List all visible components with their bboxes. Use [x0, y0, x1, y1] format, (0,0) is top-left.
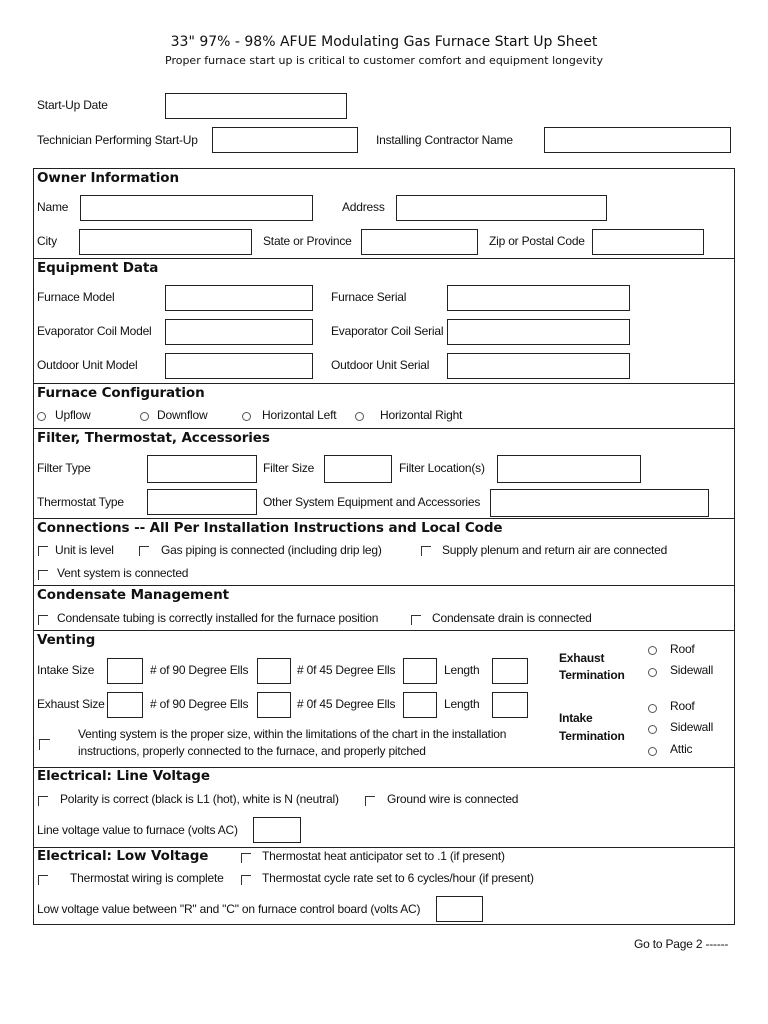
upflow-radio[interactable]	[37, 412, 46, 421]
downflow-label: Downflow	[157, 408, 208, 422]
divider	[33, 518, 735, 519]
filter-type-label: Filter Type	[37, 461, 91, 475]
coil-model-field[interactable]	[165, 319, 313, 345]
cycle-rate-checkbox[interactable]	[241, 875, 251, 885]
filter-heading: Filter, Thermostat, Accessories	[37, 430, 270, 446]
horizontal-right-label: Horizontal Right	[380, 408, 463, 422]
city-field[interactable]	[79, 229, 252, 255]
divider	[33, 383, 735, 384]
downflow-radio[interactable]	[140, 412, 149, 421]
intake-sidewall-label: Sidewall	[670, 720, 714, 734]
condensate-tubing-checkbox[interactable]	[38, 615, 48, 625]
go-to-page-2[interactable]: Go to Page 2 ------	[634, 937, 729, 951]
coil-serial-label: Evaporator Coil Serial	[331, 324, 444, 338]
filter-location-label: Filter Location(s)	[399, 461, 485, 475]
outdoor-serial-label: Outdoor Unit Serial	[331, 358, 430, 372]
heat-anticipator-label: Thermostat heat anticipator set to .1 (if present)	[262, 849, 505, 863]
exhaust-length-field[interactable]	[492, 692, 528, 718]
upflow-label: Upflow	[55, 408, 91, 422]
other-equipment-field[interactable]	[490, 489, 709, 517]
exhaust-size-field[interactable]	[107, 692, 143, 718]
line-voltage-value-label: Line voltage value to furnace (volts AC)	[37, 823, 238, 837]
exhaust-roof-radio[interactable]	[648, 646, 657, 655]
outdoor-serial-field[interactable]	[447, 353, 630, 379]
divider	[33, 428, 735, 429]
thermostat-wiring-label: Thermostat wiring is complete	[70, 871, 224, 885]
furnace-model-field[interactable]	[165, 285, 313, 311]
address-label: Address	[342, 200, 385, 214]
intake-roof-label: Roof	[670, 699, 695, 713]
intake-45-ells-label: # 0f 45 Degree Ells	[297, 663, 396, 677]
horizontal-left-label: Horizontal Left	[262, 408, 337, 422]
condensate-drain-checkbox[interactable]	[411, 615, 421, 625]
outdoor-model-label: Outdoor Unit Model	[37, 358, 138, 372]
filter-type-field[interactable]	[147, 455, 257, 483]
low-voltage-value-field[interactable]	[436, 896, 483, 922]
address-field[interactable]	[396, 195, 607, 221]
startup-date-label: Start-Up Date	[37, 98, 108, 112]
furnace-serial-label: Furnace Serial	[331, 290, 407, 304]
technician-label: Technician Performing Start-Up	[37, 133, 198, 147]
exhaust-sidewall-label: Sidewall	[670, 663, 714, 677]
horizontal-right-radio[interactable]	[355, 412, 364, 421]
furnace-serial-field[interactable]	[447, 285, 630, 311]
intake-roof-radio[interactable]	[648, 704, 657, 713]
state-label: State or Province	[263, 234, 352, 248]
cycle-rate-label: Thermostat cycle rate set to 6 cycles/hour (if present)	[262, 871, 534, 885]
startup-date-field[interactable]	[165, 93, 347, 119]
filter-size-field[interactable]	[324, 455, 392, 483]
city-label: City	[37, 234, 57, 248]
vent-system-label: Vent system is connected	[57, 566, 189, 580]
exhaust-90-ells-field[interactable]	[257, 692, 291, 718]
name-label: Name	[37, 200, 69, 214]
exhaust-45-ells-label: # 0f 45 Degree Ells	[297, 697, 396, 711]
low-voltage-value-label: Low voltage value between "R" and "C" on furnace control board (volts AC)	[37, 902, 421, 916]
intake-size-label: Intake Size	[37, 663, 95, 677]
supply-plenum-label: Supply plenum and return air are connected	[442, 543, 668, 557]
intake-attic-radio[interactable]	[648, 747, 657, 756]
zip-label: Zip or Postal Code	[489, 234, 585, 248]
polarity-label: Polarity is correct (black is L1 (hot), white is N (neutral)	[60, 792, 339, 806]
ground-wire-checkbox[interactable]	[365, 796, 375, 806]
intake-termination-label-2: Termination	[559, 729, 625, 743]
exhaust-length-label: Length	[444, 697, 480, 711]
heat-anticipator-checkbox[interactable]	[241, 853, 251, 863]
thermostat-type-field[interactable]	[147, 489, 257, 515]
divider	[33, 585, 735, 586]
exhaust-termination-label-1: Exhaust	[559, 651, 605, 665]
low-voltage-heading: Electrical: Low Voltage	[37, 848, 209, 864]
furnace-model-label: Furnace Model	[37, 290, 115, 304]
ground-wire-label: Ground wire is connected	[387, 792, 519, 806]
config-heading: Furnace Configuration	[37, 385, 205, 401]
name-field[interactable]	[80, 195, 313, 221]
condensate-drain-label: Condensate drain is connected	[432, 611, 592, 625]
coil-serial-field[interactable]	[447, 319, 630, 345]
intake-45-ells-field[interactable]	[403, 658, 437, 684]
filter-location-field[interactable]	[497, 455, 641, 483]
other-equipment-label: Other System Equipment and Accessories	[263, 495, 481, 509]
venting-proper-size-line2: instructions, properly connected to the furnace, and properly pitched	[78, 744, 426, 758]
condensate-heading: Condensate Management	[37, 587, 229, 603]
intake-length-field[interactable]	[492, 658, 528, 684]
line-voltage-heading: Electrical: Line Voltage	[37, 768, 210, 784]
page-subtitle: Proper furnace start up is critical to customer comfort and equipment longevity	[165, 54, 603, 67]
exhaust-90-ells-label: # of 90 Degree Ells	[150, 697, 249, 711]
gas-piping-label: Gas piping is connected (including drip leg)	[161, 543, 382, 557]
intake-attic-label: Attic	[670, 742, 693, 756]
connections-heading: Connections -- All Per Installation Instructions and Local Code	[37, 520, 503, 536]
zip-field[interactable]	[592, 229, 704, 255]
intake-termination-label-1: Intake	[559, 711, 593, 725]
intake-size-field[interactable]	[107, 658, 143, 684]
venting-proper-size-checkbox[interactable]	[39, 739, 50, 750]
intake-sidewall-radio[interactable]	[648, 725, 657, 734]
exhaust-roof-label: Roof	[670, 642, 695, 656]
page-title: 33" 97% - 98% AFUE Modulating Gas Furnace Start Up Sheet	[170, 34, 598, 50]
exhaust-45-ells-field[interactable]	[403, 692, 437, 718]
supply-plenum-checkbox[interactable]	[421, 546, 431, 556]
exhaust-termination-label-2: Termination	[559, 668, 625, 682]
unit-level-checkbox[interactable]	[38, 546, 48, 556]
contractor-field[interactable]	[544, 127, 731, 153]
exhaust-size-label: Exhaust Size	[37, 697, 105, 711]
divider	[33, 258, 735, 259]
thermostat-type-label: Thermostat Type	[37, 495, 124, 509]
equipment-heading: Equipment Data	[37, 260, 159, 276]
divider	[33, 630, 735, 631]
vent-system-checkbox[interactable]	[38, 570, 48, 580]
outdoor-model-field[interactable]	[165, 353, 313, 379]
unit-level-label: Unit is level	[55, 543, 114, 557]
polarity-checkbox[interactable]	[38, 796, 48, 806]
condensate-tubing-label: Condensate tubing is correctly installed for the furnace position	[57, 611, 379, 625]
venting-heading: Venting	[37, 632, 96, 648]
intake-90-ells-field[interactable]	[257, 658, 291, 684]
owner-heading: Owner Information	[37, 170, 179, 186]
thermostat-wiring-checkbox[interactable]	[38, 875, 48, 885]
horizontal-left-radio[interactable]	[242, 412, 251, 421]
technician-field[interactable]	[212, 127, 358, 153]
intake-length-label: Length	[444, 663, 480, 677]
line-voltage-value-field[interactable]	[253, 817, 301, 843]
intake-90-ells-label: # of 90 Degree Ells	[150, 663, 249, 677]
coil-model-label: Evaporator Coil Model	[37, 324, 152, 338]
gas-piping-checkbox[interactable]	[139, 546, 149, 556]
filter-size-label: Filter Size	[263, 461, 315, 475]
state-field[interactable]	[361, 229, 478, 255]
venting-proper-size-line1: Venting system is the proper size, within the limitations of the chart in the installation	[78, 727, 507, 741]
contractor-label: Installing Contractor Name	[376, 133, 513, 147]
exhaust-sidewall-radio[interactable]	[648, 668, 657, 677]
